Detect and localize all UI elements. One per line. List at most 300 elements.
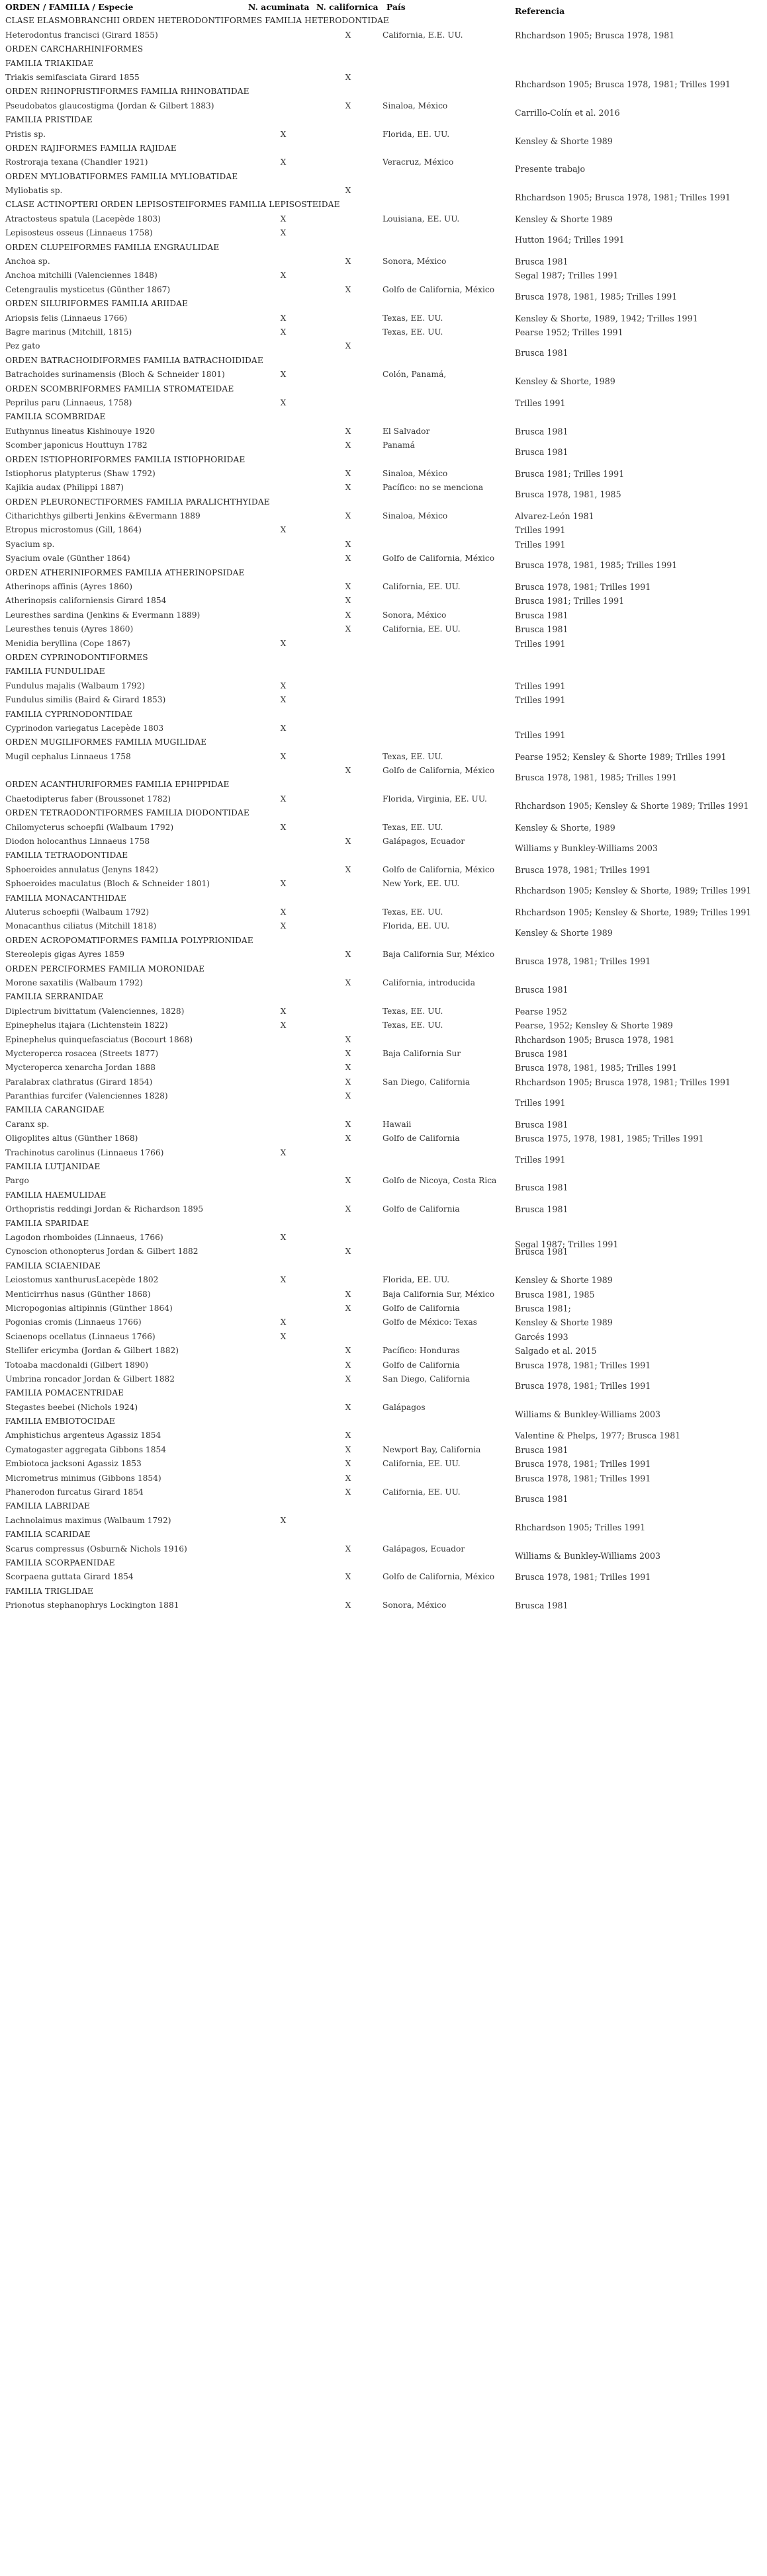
n-acuminata-mark: X [280,1147,287,1157]
n-acuminata-mark: X [280,313,287,323]
n-californica-mark: X [345,511,351,521]
taxon-group-row [5,1103,760,1117]
n-californica-mark: X [345,1247,351,1257]
taxon-group-row [5,1259,760,1273]
reference-cell: Garcés 1993 [515,1331,568,1342]
reference-cell: Brusca 1981 [515,1494,568,1505]
n-californica-mark: X [345,1134,351,1143]
species-row [5,1174,760,1193]
n-californica-mark: X [345,1473,351,1483]
species-row [5,467,760,481]
reference-cell: Brusca 1981 [515,1048,568,1059]
n-californica-mark: X [345,1048,351,1058]
species-name: Atherinopsis californiensis Girard 1854 [5,596,167,606]
species-name: CLASE ELASMOBRANCHII ORDEN HETERODONTIFORMES FAMILIA HETERODONTIDAE [5,16,390,26]
species-row [5,1245,760,1259]
n-californica-mark: X [345,440,351,450]
reference-cell: Brusca 1978, 1981; Trilles 1991 [515,1572,651,1583]
country-cell: California, EE. UU. [383,1459,461,1469]
species-name: Triakis semifasciata Girard 1855 [5,72,140,82]
species-row [5,1570,760,1584]
species-name: FAMILIA HAEMULIDAE [5,1190,107,1200]
species-name: Chilomycterus schoepfii (Walbaum 1792) [5,822,174,832]
header-species: ORDEN / FAMILIA / Especie [5,2,134,12]
reference-cell: Trilles 1991 [515,681,566,691]
species-row [5,821,760,835]
n-acuminata-mark: X [280,525,287,535]
country-cell: Colón, Panamá, [383,370,447,380]
species-name: Rostroraja texana (Chandler 1921) [5,157,148,167]
n-acuminata-mark: X [280,695,287,705]
taxon-group-row [5,14,760,28]
n-californica-mark: X [345,596,351,606]
country-cell: Texas, EE. UU. [383,751,443,761]
species-name: ORDEN MYLIOBATIFORMES FAMILIA MYLIOBATIDAE [5,171,238,181]
reference-cell: Brusca 1981; Trilles 1991 [515,468,625,479]
n-californica-mark: X [345,1544,351,1554]
species-row [5,622,760,636]
species-row [5,976,760,995]
reference-cell: Pearse 1952 [515,1006,567,1017]
reference-cell: Trilles 1991 [515,1154,566,1165]
species-name: Cymatogaster aggregata Gibbons 1854 [5,1444,166,1454]
species-name: FAMILIA TETRAODONTIDAE [5,851,128,860]
n-californica-mark: X [345,950,351,960]
species-name: Oligoplites altus (Günther 1868) [5,1134,138,1143]
species-row [5,1330,760,1344]
country-cell: California, introducida [383,977,476,987]
species-name: Prionotus stephanophrys Lockington 1881 [5,1600,179,1610]
n-californica-mark: X [345,539,351,549]
n-acuminata-mark: X [280,1006,287,1016]
country-cell: California, E.E. UU. [383,30,463,40]
reference-cell: Valentine & Phelps, 1977; Brusca 1981 [515,1431,681,1441]
n-californica-mark: X [345,977,351,987]
taxon-group-row [5,1217,760,1231]
species-name: Diodon holocanthus Linnaeus 1758 [5,837,150,847]
species-name: ORDEN CARCHARHINIFORMES [5,44,144,54]
taxon-group-row [5,651,760,665]
taxon-group-row [5,1528,760,1542]
species-name: Cyprinodon variegatus Lacepède 1803 [5,723,164,733]
country-cell: Texas, EE. UU. [383,327,443,337]
taxon-group-row [5,665,760,679]
taxon-group-row [5,1160,760,1174]
species-row [5,438,760,458]
species-name: Cynoscion othonopterus Jordan & Gilbert 1882 [5,1247,199,1257]
n-acuminata-mark: X [280,397,287,407]
species-name: FAMILIA SPARIDAE [5,1218,89,1228]
species-row [5,538,760,552]
species-row [5,1273,760,1287]
reference-cell: Hutton 1964; Trilles 1991 [515,235,625,245]
reference-cell: Brusca 1978, 1981; Trilles 1991 [515,864,651,875]
species-row [5,325,760,339]
species-row [5,1089,760,1108]
country-cell: Golfo de California, México [383,1572,495,1582]
species-name: Morone saxatilis (Walbaum 1792) [5,977,143,987]
country-cell: Golfo de California, México [383,766,495,776]
country-cell: Texas, EE. UU. [383,1020,443,1030]
taxon-group-row [5,42,760,56]
species-name: Fundulus similis (Baird & Girard 1853) [5,695,166,705]
country-cell: Sinaloa, México [383,101,448,110]
taxon-group-row [5,1499,760,1513]
reference-cell: Trilles 1991 [515,638,566,649]
species-name: Atherinops affinis (Ayres 1860) [5,582,132,592]
reference-cell: Brusca 1981 [515,610,568,620]
n-californica-mark: X [345,554,351,563]
n-acuminata-mark: X [280,370,287,380]
country-cell: New York, EE. UU. [383,879,460,889]
reference-cell: Carrillo-Colín et al. 2016 [515,107,620,118]
n-californica-mark: X [345,341,351,351]
taxon-group-row [5,1188,760,1202]
n-californica-mark: X [345,837,351,847]
n-californica-mark: X [345,284,351,294]
country-cell: Texas, EE. UU. [383,313,443,323]
reference-cell: Rhchardson 1905; Brusca 1978, 1981 [515,30,675,40]
species-row [5,608,760,622]
species-name: Bagre marinus (Mitchill, 1815) [5,327,132,337]
species-name: Amphistichus argenteus Agassiz 1854 [5,1431,161,1440]
species-name: ORDEN ACROPOMATIFORMES FAMILIA POLYPRIONIDAE [5,935,253,945]
species-name: FAMILIA CYPRINODONTIDAE [5,709,133,719]
country-cell: Sinaloa, México [383,511,448,521]
species-name: Aluterus schoepfii (Walbaum 1792) [5,907,150,917]
n-californica-mark: X [345,1374,351,1384]
reference-cell: Salgado et al. 2015 [515,1346,597,1356]
species-row [5,580,760,594]
species-name: FAMILIA LUTJANIDAE [5,1162,101,1172]
species-row [5,693,760,707]
species-name: Mycteroperca xenarcha Jordan 1888 [5,1063,156,1073]
species-name: Batrachoides surinamensis (Bloch & Schneider 1801) [5,370,225,380]
country-cell: Baja California Sur, México [383,950,495,960]
n-californica-mark: X [345,101,351,110]
species-row [5,764,760,783]
country-cell: Golfo de California, México [383,864,495,874]
species-name: Atractosteus spatula (Lacepède 1803) [5,214,161,224]
species-name: FAMILIA LABRIDAE [5,1501,90,1511]
country-cell: California, EE. UU. [383,624,461,634]
reference-cell: Kensley & Shorte 1989 [515,136,613,146]
reference-cell: Brusca 1981 [515,426,568,436]
country-cell: Golfo de California, México [383,554,495,563]
species-row [5,184,760,203]
reference-cell: Brusca 1978, 1981; Trilles 1991 [515,956,651,967]
species-row [5,1358,760,1372]
reference-cell: Brusca 1978, 1981, 1985; Trilles 1991 [515,560,678,571]
country-cell: Sonora, México [383,257,447,267]
species-name: Totoaba macdonaldi (Gilbert 1890) [5,1360,149,1370]
species-row [5,396,760,410]
species-name: Etropus microstomus (Gill, 1864) [5,525,142,535]
species-name: Micrometrus minimus (Gibbons 1854) [5,1473,161,1483]
species-row [5,99,760,118]
reference-cell: Brusca 1981 [515,1204,568,1215]
species-row [5,1118,760,1132]
reference-cell: Trilles 1991 [515,525,566,536]
species-row [5,1061,760,1075]
species-name: Heterodontus francisci (Girard 1855) [5,30,158,40]
species-row [5,792,760,811]
species-row [5,1472,760,1485]
n-californica-mark: X [345,1176,351,1186]
n-californica-mark: X [345,483,351,493]
reference-cell: Segal 1987; Trilles 1991 [515,270,619,281]
header-reference: Referencia [515,6,565,16]
reference-cell: Kensley & Shorte, 1989 [515,822,615,833]
species-name: ORDEN TETRAODONTIFORMES FAMILIA DIODONTIDAE [5,808,249,818]
taxon-group-row [5,934,760,948]
n-acuminata-mark: X [280,157,287,167]
reference-cell: Brusca 1978, 1981, 1985 [515,489,621,500]
country-cell: Galápagos, Ecuador [383,1544,465,1554]
species-row [5,863,760,877]
n-californica-mark: X [345,582,351,592]
species-row [5,1146,760,1165]
species-row [5,212,760,226]
country-cell: Golfo de México: Texas [383,1317,477,1327]
species-row [5,523,760,537]
n-californica-mark: X [345,624,351,634]
taxon-group-row [5,142,760,155]
n-californica-mark: X [345,1303,351,1313]
reference-cell: Pearse 1952; Kensley & Shorte 1989; Trilles 1991 [515,751,727,762]
species-name: Pogonias cromis (Linnaeus 1766) [5,1317,142,1327]
reference-cell: Rhchardson 1905; Kensley & Shorte 1989; Trilles 1991 [515,800,749,811]
species-name: Pez gato [5,341,40,351]
species-row [5,283,760,302]
n-californica-mark: X [345,1402,351,1412]
header-country: País [386,2,406,12]
species-name: Sphoeroides annulatus (Jenyns 1842) [5,864,158,874]
species-name: Paralabrax clathratus (Girard 1854) [5,1077,153,1087]
country-cell: Galápagos [383,1402,426,1412]
country-cell: California, EE. UU. [383,1487,461,1497]
reference-cell: Segal 1987; Trilles 1991 [515,1239,619,1249]
species-name: Sciaenops ocellatus (Linnaeus 1766) [5,1331,156,1341]
species-name: Myliobatis sp. [5,186,63,196]
country-cell: Texas, EE. UU. [383,907,443,917]
species-row [5,1302,760,1315]
species-name: Monacanthus ciliatus (Mitchill 1818) [5,921,157,931]
reference-cell: Brusca 1978, 1981; Trilles 1991 [515,1380,651,1391]
species-row [5,750,760,764]
species-name: ORDEN CYPRINODONTIFORMES [5,652,148,662]
n-californica-mark: X [345,426,351,436]
species-row [5,1542,760,1561]
taxon-group-row [5,297,760,311]
species-name: Embiotoca jacksoni Agassiz 1853 [5,1459,142,1469]
species-name: Leuresthes tenuis (Ayres 1860) [5,624,134,634]
country-cell: Sonora, México [383,1600,447,1610]
country-cell: Pacífico: Honduras [383,1346,460,1356]
header-n-californica: N. californica [316,2,379,12]
country-cell: San Diego, California [383,1374,471,1384]
species-name: Leiostomus xanthurusLacepède 1802 [5,1275,159,1285]
taxon-group-row [5,849,760,862]
taxon-group-row [5,1415,760,1429]
n-californica-mark: X [345,1600,351,1610]
country-cell: Florida, EE. UU. [383,129,450,139]
species-row [5,948,760,967]
species-name: Menidia beryllina (Cope 1867) [5,638,130,648]
species-name: ORDEN BATRACHOIDIFORMES FAMILIA BATRACHOIDIDAE [5,355,263,365]
table-body [5,14,760,1612]
n-acuminata-mark: X [280,879,287,889]
reference-cell: Pearse, 1952; Kensley & Shorte 1989 [515,1020,673,1031]
species-name: Leuresthes sardina (Jenkins & Evermann 1889) [5,610,201,620]
n-californica-mark: X [345,1360,351,1370]
species-row [5,425,760,438]
n-acuminata-mark: X [280,129,287,139]
n-acuminata-mark: X [280,1275,287,1285]
n-acuminata-mark: X [280,681,287,690]
reference-cell: Brusca 1981 [515,257,568,267]
taxon-group-row [5,1585,760,1599]
reference-cell: Rhchardson 1905; Brusca 1978, 1981; Trilles 1991 [515,79,731,89]
species-row [5,1429,760,1442]
reference-cell: Brusca 1975, 1978, 1981, 1985; Trilles 1991 [515,1134,704,1144]
species-name: Stereolepis gigas Ayres 1859 [5,950,125,960]
country-cell: San Diego, California [383,1077,471,1087]
species-row [5,226,760,245]
species-name: Scomber japonicus Houttuyn 1782 [5,440,148,450]
n-californica-mark: X [345,1091,351,1101]
n-californica-mark: X [345,1289,351,1299]
species-name: Pargo [5,1176,29,1186]
country-cell: Florida, EE. UU. [383,921,450,931]
reference-cell: Brusca 1981; [515,1303,571,1313]
species-name: Umbrina roncador Jordan & Gilbert 1882 [5,1374,175,1384]
reference-cell: Brusca 1981 [515,1183,568,1193]
country-cell: Golfo de California [383,1360,460,1370]
species-name: ORDEN PLEURONECTIFORMES FAMILIA PARALICHTHYIDAE [5,497,270,507]
species-name: FAMILIA CARANGIDAE [5,1105,105,1115]
n-acuminata-mark: X [280,638,287,648]
reference-cell: Brusca 1981 [515,984,568,995]
n-acuminata-mark: X [280,723,287,733]
species-name: ORDEN PERCIFORMES FAMILIA MORONIDAE [5,964,205,974]
species-row [5,679,760,693]
species-row [5,594,760,608]
species-name: Pristis sp. [5,129,46,139]
reference-cell: Brusca 1981 [515,1247,568,1257]
n-californica-mark: X [345,1459,351,1469]
species-row [5,1401,760,1419]
species-name: Paranthias furcifer (Valenciennes 1828) [5,1091,168,1101]
reference-cell: Williams & Bunkley-Williams 2003 [515,1409,661,1419]
species-row [5,1457,760,1471]
n-californica-mark: X [345,468,351,478]
n-californica-mark: X [345,30,351,40]
reference-cell: Brusca 1981 [515,447,568,458]
species-name: Micropogonias altipinnis (Günther 1864) [5,1303,173,1313]
reference-cell: Brusca 1981; Trilles 1991 [515,596,625,606]
species-row [5,1288,760,1302]
taxon-group-row [5,198,760,212]
country-cell: Golfo de California, México [383,284,495,294]
species-name: Cetengraulis mysticetus (Günther 1867) [5,284,171,294]
country-cell: Florida, Virginia, EE. UU. [383,794,487,804]
species-name: ORDEN CLUPEIFORMES FAMILIA ENGRAULIDAE [5,242,220,252]
n-californica-mark: X [345,1204,351,1214]
species-row [5,1315,760,1329]
species-row [5,1344,760,1358]
reference-cell: Brusca 1981, 1985 [515,1289,595,1300]
taxon-group-row [5,382,760,396]
species-name: Fundulus majalis (Walbaum 1792) [5,681,145,690]
taxon-group-row [5,990,760,1004]
n-acuminata-mark: X [280,1331,287,1341]
n-acuminata-mark: X [280,1020,287,1030]
taxon-group-row [5,113,760,127]
species-name: FAMILIA PRISTIDAE [5,115,93,125]
species-row [5,1018,760,1032]
species-name: Syacium sp. [5,539,55,549]
species-name: ORDEN RAJIFORMES FAMILIA RAJIDAE [5,143,177,153]
species-row [5,255,760,269]
n-californica-mark: X [345,864,351,874]
species-name: ORDEN ATHERINIFORMES FAMILIA ATHERINOPSIDAE [5,567,245,577]
species-row [5,1005,760,1018]
n-acuminata-mark: X [280,1232,287,1242]
species-name: ORDEN SCOMBRIFORMES FAMILIA STROMATEIDAE [5,384,234,394]
species-name: Syacium ovale (Günther 1864) [5,554,130,563]
species-row [5,481,760,500]
species-name: ORDEN RHINOPRISTIFORMES FAMILIA RHINOBATIDAE [5,87,249,97]
species-name: Kajikia audax (Philippi 1887) [5,483,124,493]
reference-cell: Kensley & Shorte 1989 [515,928,613,938]
reference-cell: Rhchardson 1905; Brusca 1978, 1981; Trilles 1991 [515,1077,731,1087]
country-cell: Golfo de California [383,1303,460,1313]
n-californica-mark: X [345,72,351,82]
species-name: Peprilus paru (Linnaeus, 1758) [5,397,132,407]
reference-cell: Trilles 1991 [515,729,566,740]
country-cell: Veracruz, México [383,157,454,167]
reference-cell: Kensley & Shorte 1989 [515,1317,613,1328]
taxon-group-row [5,806,760,820]
species-row [5,71,760,89]
taxon-group-row [5,354,760,368]
n-californica-mark: X [345,766,351,776]
species-row [5,1514,760,1532]
species-name: CLASE ACTINOPTERI ORDEN LEPISOSTEIFORMES FAMILIA LEPISOSTEIDAE [5,200,340,210]
species-name: Istiophorus platypterus (Shaw 1792) [5,468,156,478]
species-row [5,1047,760,1061]
species-row [5,269,760,282]
species-row [5,1231,760,1249]
species-row [5,919,760,938]
species-row [5,637,760,651]
reference-cell: Brusca 1978, 1981, 1985; Trilles 1991 [515,772,678,783]
species-name: FAMILIA EMBIOTOCIDAE [5,1417,115,1427]
country-cell: Texas, EE. UU. [383,822,443,832]
species-name: ORDEN ISTIOPHORIFORMES FAMILIA ISTIOPHORIDAE [5,454,246,464]
taxon-group-row [5,241,760,255]
species-table [5,0,760,1613]
n-californica-mark: X [345,1572,351,1582]
taxon-group-row [5,962,760,976]
n-californica-mark: X [345,1034,351,1044]
reference-cell: Kensley & Shorte 1989 [515,214,613,224]
n-acuminata-mark: X [280,270,287,280]
taxon-group-row [5,708,760,722]
species-row [5,1132,760,1145]
taxon-group-row [5,892,760,905]
